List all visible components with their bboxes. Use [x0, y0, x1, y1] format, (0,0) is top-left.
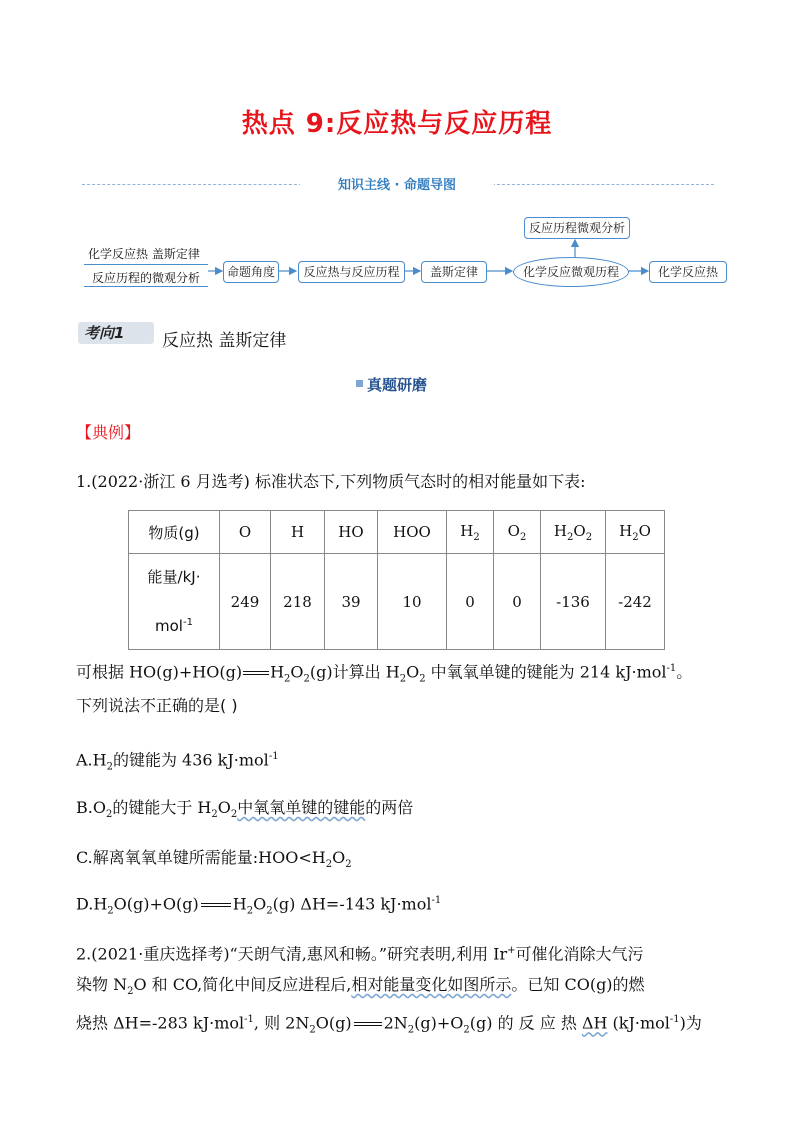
subscript: 2 — [473, 531, 480, 543]
example-label: 【典例】 — [76, 423, 141, 442]
mindmap-node-angle: 命题角度 — [223, 261, 279, 283]
mindmap-node-reaction-heat: 化学反应热 — [649, 261, 727, 283]
energy-value: -242 — [606, 554, 665, 650]
energy-value: -136 — [541, 554, 606, 650]
mindmap-node-micro-analysis: 反应历程微观分析 — [524, 217, 630, 239]
q1-option-c: C.解离氧氧单键所需能量$:HOO<H_2O_2$ — [76, 848, 352, 871]
energy-value: 0 — [447, 554, 494, 650]
q1-stem: 可根据 HO(g)+HO(g) $H_2O_2(g)$计算出 $H_2O_2$ 中氧氧单键的键能为 214 kJ·mol$^{-1}$。 — [76, 662, 693, 685]
energy-value: 39 — [325, 554, 378, 650]
group-divider — [84, 286, 208, 287]
page-title: 热点 9:反应热与反应历程 — [241, 109, 553, 139]
section-title: 真题研磨 — [366, 376, 427, 394]
q1-option-a: $A.H_2$的键能为 436 kJ·mol$^{-1}$ — [76, 750, 279, 773]
species-o2 — [494, 511, 541, 554]
table-row — [129, 554, 665, 650]
equals-arrow — [354, 1022, 382, 1026]
direction-tag: 考向1 — [78, 322, 154, 344]
species-ho: HO — [325, 511, 378, 554]
q1-stem2: 下列说法不正确的是( ) — [76, 696, 238, 715]
mindmap-origin-line2: 反应历程的微观分析 — [92, 271, 201, 285]
subscript: 2 — [519, 531, 527, 543]
energy-value: 218 — [271, 554, 325, 650]
table-header-cell: 能量/kJ· mol$^{-1}$ — [129, 554, 220, 650]
group-divider — [84, 264, 208, 265]
mindmap-node-heat-process: 反应热与反应历程 — [298, 261, 405, 283]
mindmap-node-micro-process: 化学反应微观历程 — [513, 257, 629, 287]
q2-line2: 染物 $N_2O$ 和 CO,简化中间反应进程后,相对能量变化如图所示。已知 CO(g)的燃 — [76, 975, 645, 998]
equals-arrow — [201, 903, 231, 907]
q2-line1: 2.(2021·重庆选择考)“天朗气清,惠风和畅。”研究表明,利用 Ir+可催化消除大气污 — [76, 944, 644, 964]
species-h2o2: $H_2O_2$ — [541, 511, 606, 554]
q1-option-b: $B.O_2$的键能大于 $H_2O_2$中氧氧单键的键能的两倍 — [76, 798, 414, 821]
energy-table — [128, 510, 665, 650]
species-o2-base: O — [507, 521, 520, 540]
equals-arrow — [243, 671, 269, 675]
table-header-cell: 物质(g) — [129, 511, 220, 554]
table-row — [129, 511, 665, 554]
banner-title: 知识主线 · 命题导图 — [300, 174, 494, 193]
species-h: H — [271, 511, 325, 554]
species-o: O — [220, 511, 271, 554]
mindmap-origin-group — [84, 240, 208, 288]
q1-option-d: $D.H_2O(g)+O(g)$ $H_2O_2(g)$ ΔH=-143 kJ·mol$^{-1}$ — [76, 894, 442, 917]
energy-value: 0 — [494, 554, 541, 650]
mindmap-origin-line1: 化学反应热 盖斯定律 — [88, 247, 200, 261]
energy-value: 249 — [220, 554, 271, 650]
species-h2-base: H — [460, 521, 474, 540]
species-hoo: HOO — [378, 511, 447, 554]
species-h2 — [447, 511, 494, 554]
energy-value: 10 — [378, 554, 447, 650]
species-h2o: $H_2O$ — [606, 511, 665, 554]
q2-line3: 烧热 ΔH=-283 kJ·mol$^{-1}$, 则 $2N_2O(g)$ $2N_2(g)+O_2(g)$ 的 反 应 热 ΔH (kJ·mol$^{-1}$)为 — [76, 1013, 702, 1036]
direction-topic: 反应热 盖斯定律 — [162, 331, 287, 351]
mindmap-node-hess: 盖斯定律 — [421, 261, 487, 283]
q1-intro: 1.(2022·浙江 6 月选考) 标准状态下,下列物质气态时的相对能量如下表: — [76, 472, 586, 491]
